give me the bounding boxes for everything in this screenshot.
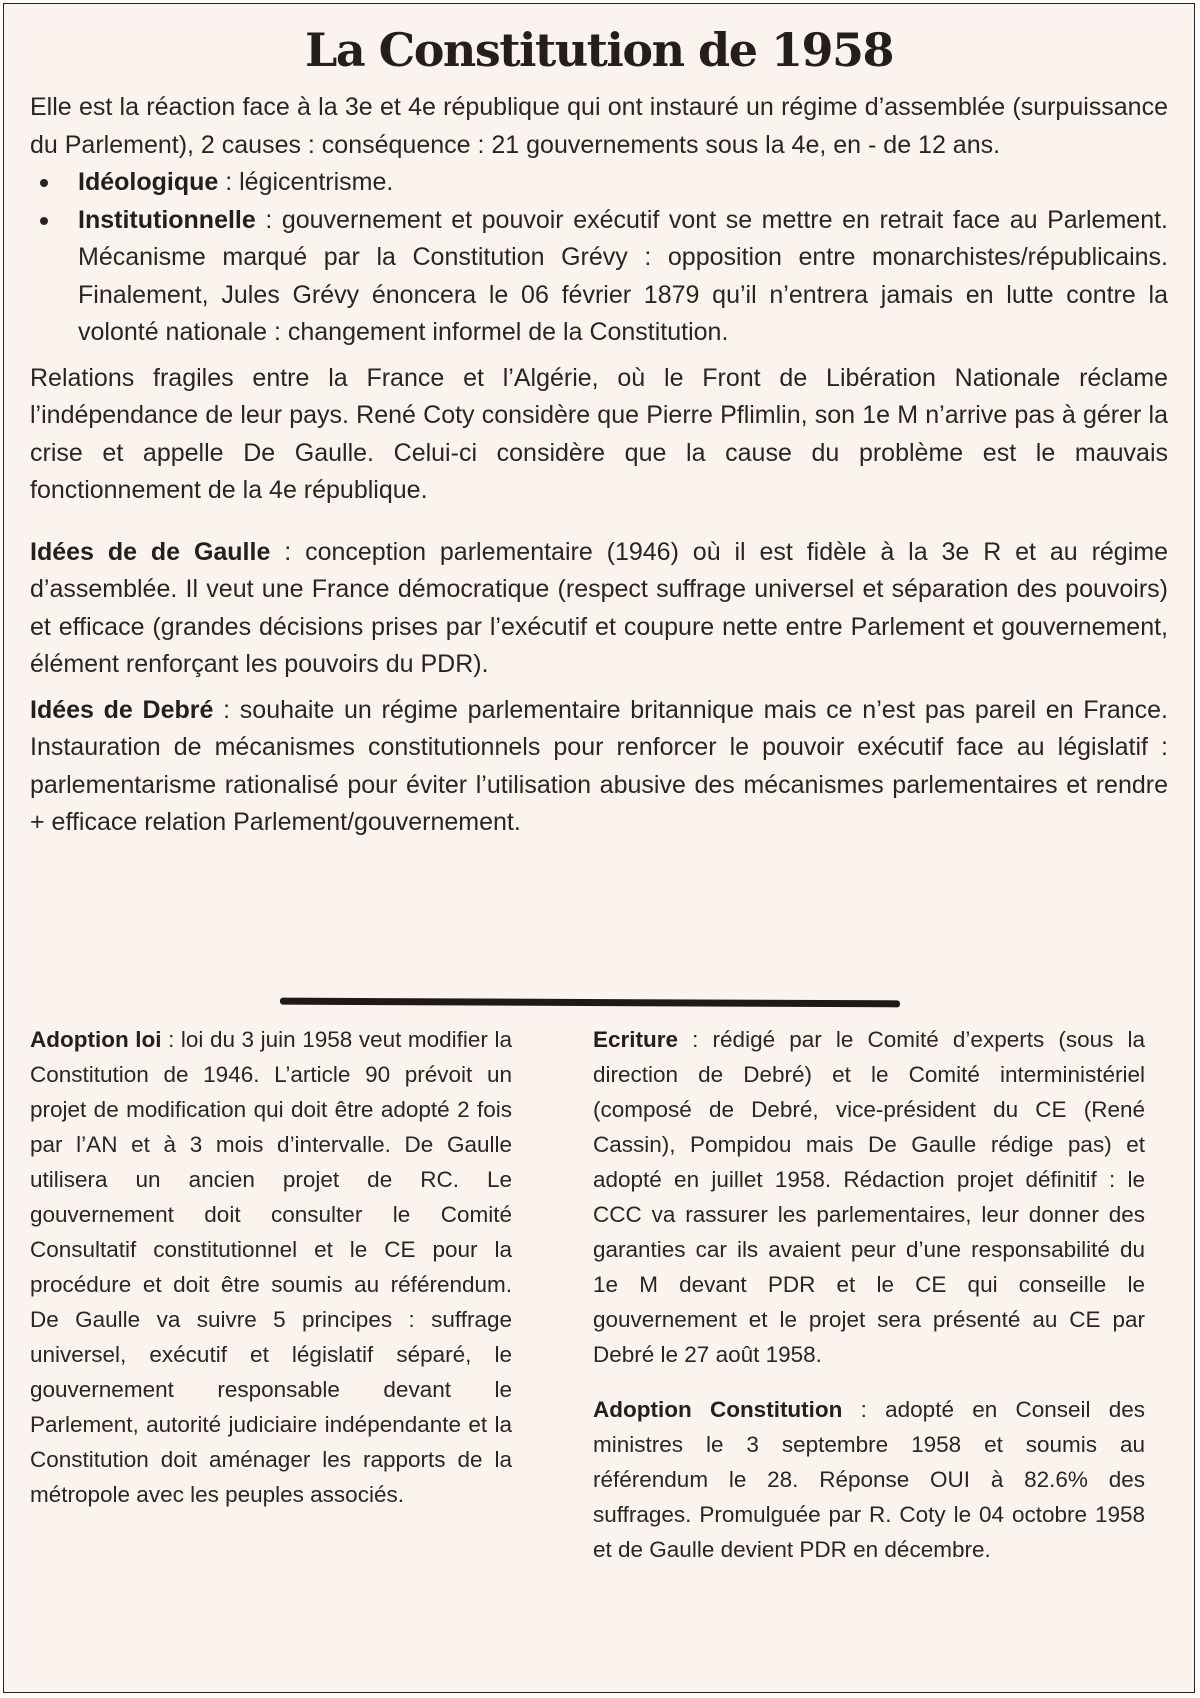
cause-label: Institutionnelle	[78, 205, 256, 234]
bullet-icon	[40, 217, 48, 225]
adoption-loi-label: Adoption loi	[30, 1027, 162, 1052]
intro-paragraph: Elle est la réaction face à la 3e et 4e république qui ont instauré un régime d’assemblée (surpuissance du Parlement), 2 causes : conséquence : 21 gouvernements sous la 4e, en - de 12 ans.	[30, 93, 1168, 159]
debre-paragraph	[30, 692, 1168, 842]
ecriture-label: Ecriture	[593, 1027, 679, 1052]
section-divider	[280, 998, 900, 1008]
list-item	[30, 164, 1168, 202]
right-column	[593, 1022, 1145, 1567]
document-page	[3, 3, 1195, 1693]
left-column	[30, 1022, 512, 1512]
bullet-icon	[40, 179, 48, 187]
adoption-constitution-text: : adopté en Conseil des ministres le 3 septembre 1958 et soumis au référendum le 28. Réponse OUI à 82.6% des suffrages. Promulguée par R. Coty le 04 octobre 1958 et de Gaulle devient PDR en décembre.	[593, 1397, 1145, 1562]
page-title: La Constitution de 1958	[304, 23, 894, 77]
main-text	[30, 89, 1168, 842]
adoption-loi-paragraph	[30, 1022, 512, 1512]
gaulle-text: : conception parlementaire (1946) où il est fidèle à la 3e R et au régime d’assemblée. Il veut une France démocratique (respect suffrage universel et séparation des pouvoirs) et efficace (grandes décisions prises par l’exécutif et coupure nette entre Parlement et gouvernement, élément renforçant les pouvoirs du PDR).	[30, 537, 1168, 678]
cause-text: : gouvernement et pouvoir exécutif vont se mettre en retrait face au Parlement. Mécanisme marqué par la Constitution Grévy : opposition entre monarchistes/républicains. Finalement, Jules Grévy énoncera le 06 février 1879 qu’il n’entrera jamais en lutte contre la volonté nationale : changement informel de la Constitution.	[78, 205, 1168, 346]
gaulle-paragraph	[30, 534, 1168, 684]
adoption-constitution-label: Adoption Constitution	[593, 1397, 843, 1422]
ecriture-text: : rédigé par le Comité d’experts (sous la direction de Debré) et le Comité interministériel (composé de Debré, vice-président du CE (René Cassin), Pompidou mais De Gaulle rédige pas) et adopté en juillet 1958. Rédaction projet définitif : le CCC va rassurer les parlementaires, leur donner des garanties car ils avaient peur d’une responsabilité du 1e M devant PDR et le CE qui conseille le gouvernement et le projet sera présenté au CE par Debré le 27 août 1958.	[593, 1027, 1145, 1367]
debre-text: : souhaite un régime parlementaire britannique mais ce n’est pas pareil en France. Instauration de mécanismes constitutionnels pour renforcer le pouvoir exécutif face au législatif : parlementarisme rationalisé pour éviter l’utilisation abusive des mécanismes parlementaires et rendre + efficace relation Parlement/gouvernement.	[30, 695, 1168, 836]
causes-list	[30, 164, 1168, 352]
cause-text: : légicentrisme.	[218, 168, 394, 196]
debre-label: Idées de Debré	[30, 695, 214, 724]
gaulle-label: Idées de de Gaulle	[30, 537, 271, 566]
adoption-loi-text: : loi du 3 juin 1958 veut modifier la Constitution de 1946. L’article 90 prévoit un projet de modification qui doit être adopté 2 fois par l’AN et à 3 mois d’intervalle. De Gaulle utilisera un ancien projet de RC. Le gouvernement doit consulter le Comité Consultatif constitutionnel et le CE pour la procédure et doit être soumis au référendum. De Gaulle va suivre 5 principes : suffrage universel, exécutif et législatif séparé, le gouvernement responsable devant le Parlement, autorité judiciaire indépendante et la Constitution doit aménager les rapports de la métropole avec les peuples associés.	[30, 1027, 512, 1507]
ecriture-paragraph	[593, 1022, 1145, 1372]
cause-label: Idéologique	[78, 168, 219, 196]
adoption-constitution-paragraph	[593, 1392, 1145, 1567]
list-item	[30, 202, 1168, 352]
context-paragraph: Relations fragiles entre la France et l’Algérie, où le Front de Libération Nationale réclame l’indépendance de leur pays. René Coty considère que Pierre Pflimlin, son 1e M n’arrive pas à gérer la crise et appelle De Gaulle. Celui-ci considère que la cause du problème est le mauvais fonctionnement de la 4e république.	[30, 363, 1168, 504]
